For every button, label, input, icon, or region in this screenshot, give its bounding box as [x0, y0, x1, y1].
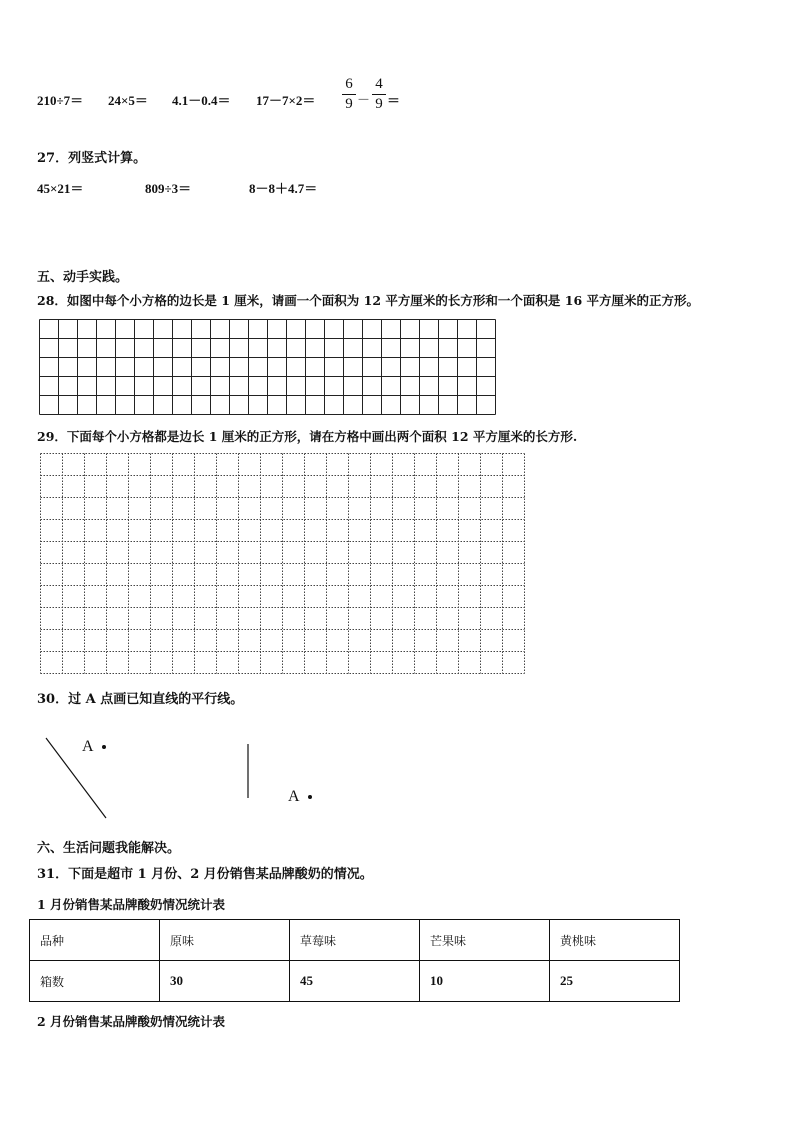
table-row-header-cell: 箱数: [30, 961, 160, 1002]
dotted-grid-q29[interactable]: [40, 453, 528, 677]
table-header-cell: 芒果味: [419, 920, 549, 961]
fraction-numerator: 4: [375, 76, 383, 92]
table-value-cell: 25: [549, 961, 679, 1002]
oral-calc-item: 4.1－0.4＝: [172, 93, 231, 108]
fraction-six-ninths: [342, 76, 356, 113]
table-value-cell: 10: [419, 961, 549, 1002]
fraction-equals-sign: ＝: [387, 93, 401, 108]
table-header-cell: 黄桃味: [549, 920, 679, 961]
table-header-cell: 原味: [159, 920, 289, 961]
oral-calc-item: 210÷7＝: [37, 93, 84, 108]
table-header-cell: 草莓味: [289, 920, 419, 961]
section-5-title: 五、动手实践。: [37, 270, 129, 285]
fraction-minus-sign: －: [357, 92, 371, 107]
table-value-row: [30, 961, 680, 1002]
oral-calc-item: 24×5＝: [108, 93, 148, 108]
given-line-slanted: [40, 730, 120, 822]
point-a-dot: [102, 745, 106, 749]
fraction-denominator: 9: [345, 96, 353, 112]
point-a-text: A: [82, 738, 94, 755]
fraction-denominator: 9: [375, 96, 383, 112]
question-30-title: 30．过 A 点画已知直线的平行线。: [37, 692, 244, 707]
question-27-title: 27．列竖式计算。: [37, 151, 147, 166]
fraction-numerator: 6: [345, 76, 353, 92]
section-6-title: 六、生活问题我能解决。: [37, 841, 181, 856]
vertical-calc-item: 45×21＝: [37, 181, 84, 196]
point-a-label: [82, 738, 106, 756]
question-29-title: 29．下面每个小方格都是边长 1 厘米的正方形，请在方格中画出两个面积 12 平方厘米的长方形.: [37, 429, 578, 444]
question-28-title: 28．如图中每个小方格的边长是 1 厘米，请画一个面积为 12 平方厘米的长方形和一个面积是 16 平方厘米的正方形。: [37, 293, 699, 308]
table-1-caption: 1 月份销售某品牌酸奶情况统计表: [37, 897, 226, 912]
fraction-bar: [342, 94, 356, 95]
question-31-title: 31．下面是超市 1 月份、2 月份销售某品牌酸奶的情况。: [37, 867, 373, 882]
table-2-caption: 2 月份销售某品牌酸奶情况统计表: [37, 1014, 226, 1029]
point-a-dot: [308, 795, 312, 799]
january-sales-table: [29, 919, 680, 1002]
square-grid-q28[interactable]: [39, 319, 497, 417]
fraction-four-ninths: [372, 76, 386, 113]
vertical-calc-item: 8－8＋4.7＝: [249, 181, 318, 196]
given-line-vertical: [244, 742, 252, 800]
table-row-header-cell: 品种: [30, 920, 160, 961]
table-value-cell: 30: [159, 961, 289, 1002]
table-value-cell: 45: [289, 961, 419, 1002]
vertical-calc-item: 809÷3＝: [145, 181, 192, 196]
point-a-text: A: [288, 788, 300, 805]
table-header-row: [30, 920, 680, 961]
fraction-bar: [372, 94, 386, 95]
point-a-label: [288, 788, 312, 806]
oral-calc-item: 17－7×2＝: [256, 93, 316, 108]
